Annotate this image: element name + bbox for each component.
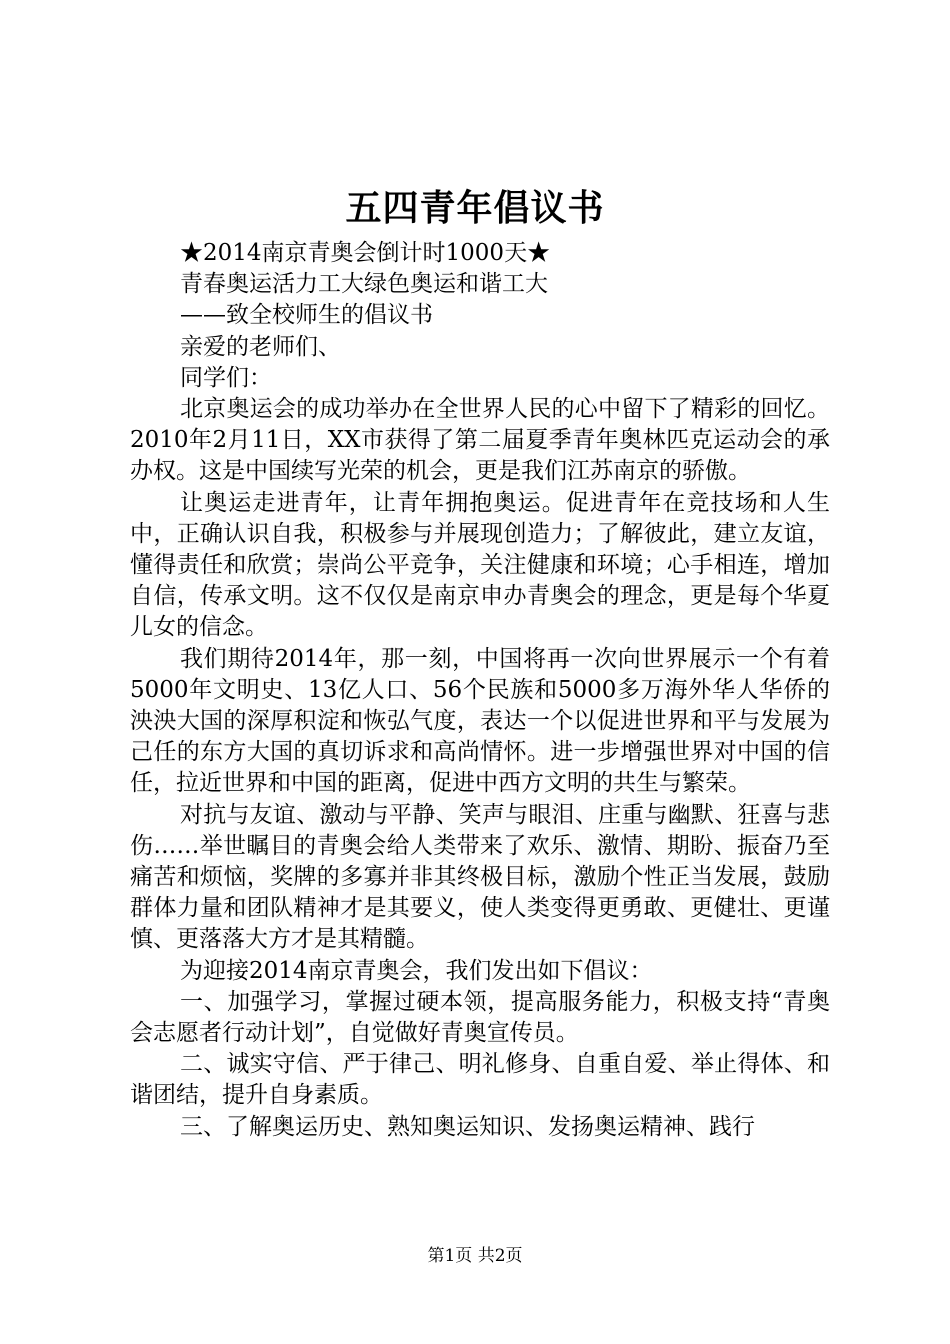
paragraph-1: 北京奥运会的成功举办在全世界人民的心中留下了精彩的回忆。2010年2月11日，XX市获得了第二届夏季青年奥林匹克运动会的承办权。这是中国续写光荣的机会，更是我们江苏南京的骄傲。 (130, 396, 830, 485)
paragraph-2: 让奥运走进青年，让青年拥抱奥运。促进青年在竞技场和人生中，正确认识自我，积极参与并展现创造力；了解彼此，建立友谊，懂得责任和欣赏；崇尚公平竞争，关注健康和环境；心手相连，增加自信，传承文明。这不仅仅是南京申办青奥会的理念，更是每个华夏儿女的信念。 (130, 489, 830, 641)
salutation-teachers: 亲爱的老师们、 (180, 333, 341, 360)
document-body (130, 238, 830, 1143)
slogan-line: 青春奥运活力工大绿色奥运和谐工大 (180, 271, 548, 298)
document-title: 五四青年倡议书 (345, 187, 605, 229)
subtitle-line: ——致全校师生的倡议书 (180, 302, 433, 329)
proposal-item-1: 一、加强学习，掌握过硬本领，提高服务能力，积极支持“青奥会志愿者行动计划”，自觉做好青奥宣传员。 (130, 988, 830, 1047)
page-footer: 第1页 共2页 (427, 1246, 523, 1266)
proposal-item-2: 二、诚实守信、严于律己、明礼修身、自重自爱、举止得体、和谐团结，提升自身素质。 (130, 1051, 830, 1109)
salutation-students: 同学们： (180, 364, 272, 391)
paragraph-5: 为迎接2014南京青奥会，我们发出如下倡议： (180, 957, 653, 984)
proposal-item-3: 三、了解奥运历史、熟知奥运知识、发扬奥运精神、践行 (180, 1113, 755, 1140)
countdown-line: ★2014南京青奥会倒计时1000天★ (180, 240, 551, 266)
paragraph-3: 我们期待2014年，那一刻，中国将再一次向世界展示一个有着5000年文明史、13亿人口、56个民族和5000多万海外华人华侨的泱泱大国的深厚积淀和恢弘气度，表达一个以促进世界和平与发展为己任的东方大国的真切诉求和高尚情怀。进一步增强世界对中国的信任，拉近世界和中国的距离，促进中西方文明的共生与繁荣。 (130, 645, 830, 797)
paragraph-4: 对抗与友谊、激动与平静、笑声与眼泪、庄重与幽默、狂喜与悲伤……举世瞩目的青奥会给人类带来了欢乐、激情、期盼、振奋乃至痛苦和烦恼，奖牌的多寡并非其终极目标，激励个性正当发展，鼓励群体力量和团队精神才是其要义，使人类变得更勇敢、更健壮、更谨慎、更落落大方才是其精髓。 (130, 801, 830, 953)
